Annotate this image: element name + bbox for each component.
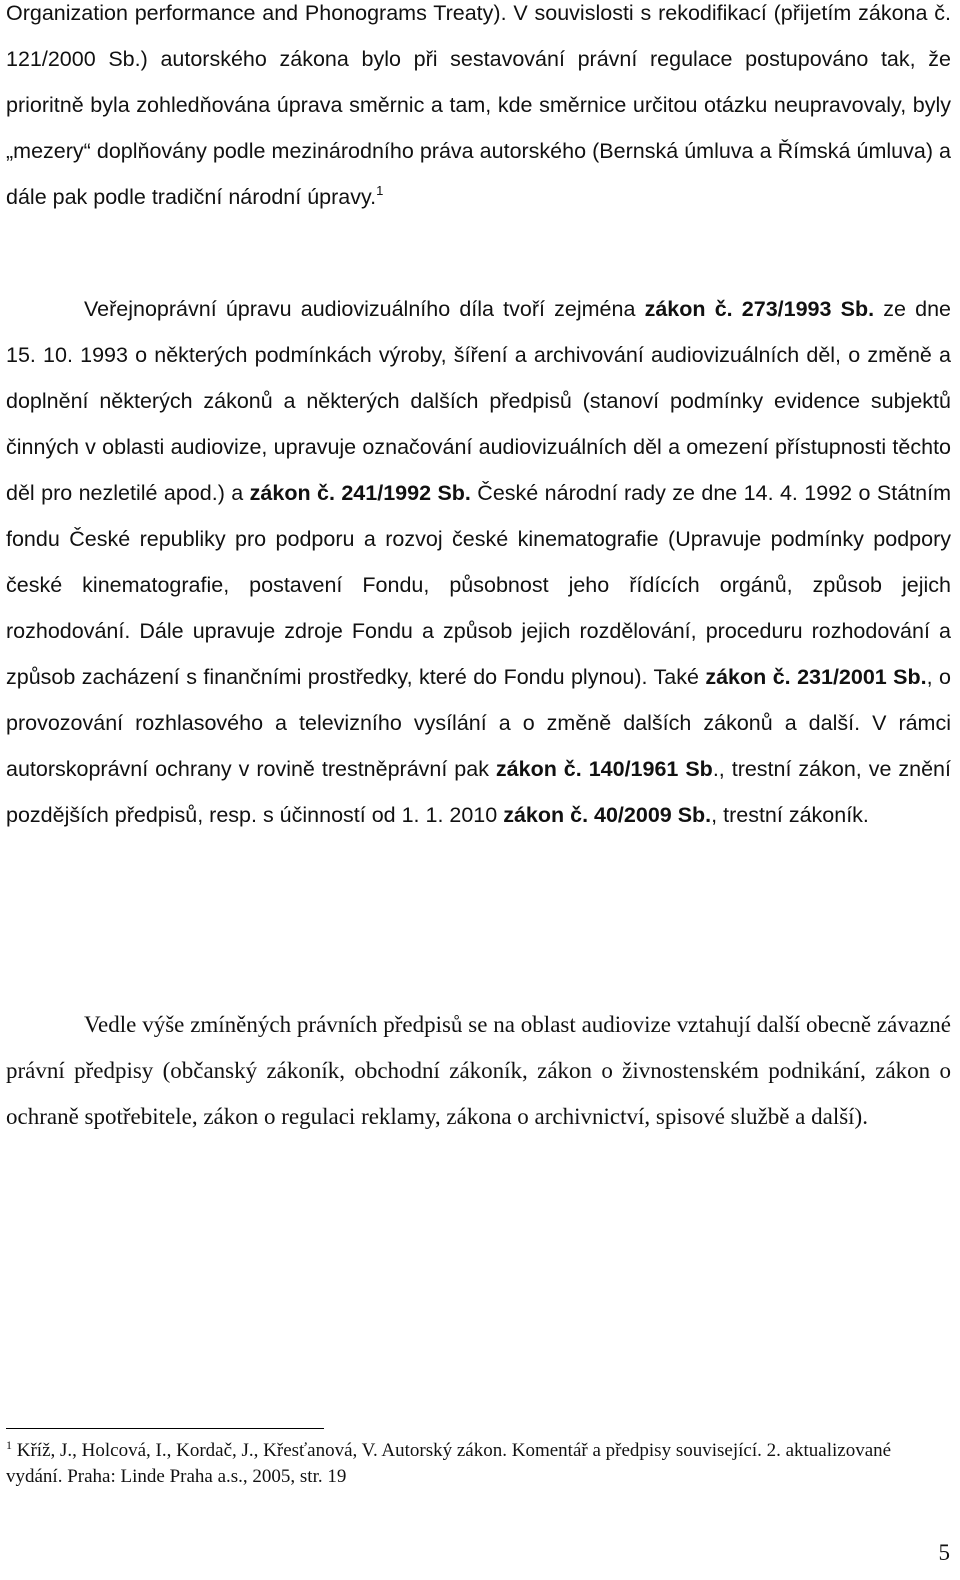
paragraph-eu-directives xyxy=(6,0,951,220)
law-reference-241-1992: zákon č. 241/1992 Sb. xyxy=(249,481,471,505)
footnote-reference: 1 xyxy=(376,183,384,198)
public-law-text-3: České národní rady ze dne 14. 4. 1992 o Státním fondu České republiky pro podporu a rozvoj české kinematografie (Upravuje podmínky podpory české kinematografie, postavení Fondu, působnost jeho řídících orgánů, způsob jejich rozhodování. Dále upravuje zdroje Fondu a způsob jejich rozdělování, proceduru rozhodování a způsob zacházení s finančními prostředky, které do Fondu plynou). Také xyxy=(6,481,952,689)
paragraph-public-law xyxy=(6,286,951,838)
footnote-text: Kříž, J., Holcová, I., Kordač, J., Křesťanová, V. Autorský zákon. Komentář a předpisy související. 2. aktualizované vydání. Praha: Linde Praha a.s., 2005, str. 19 xyxy=(6,1440,892,1487)
page-number: 5 xyxy=(938,1540,950,1565)
footnote xyxy=(6,1438,951,1490)
footnote-marker: 1 xyxy=(6,1438,12,1452)
public-law-text-5: ., trestní zákon, ve znění pozdějších předpisů, resp. s účinností od 1. 1. 2010 xyxy=(6,757,951,827)
footnote-separator xyxy=(6,1428,324,1429)
public-law-text-1: Veřejnoprávní úpravu audiovizuálního díla tvoří zejména xyxy=(84,297,645,321)
law-reference-273-1993: zákon č. 273/1993 Sb. xyxy=(644,297,875,321)
public-law-text-2: ze dne 15. 10. 1993 o některých podmínkách výroby, šíření a archivování audiovizuálních děl, o změně a doplnění některých zákonů a některých dalších předpisů (stanoví podmínky evidence subjektů činných v oblasti audiovize, upravuje označování audiovizuálních děl a omezení přístupnosti těchto děl pro nezletilé apod.) a xyxy=(6,297,952,505)
law-reference-40-2009: zákon č. 40/2009 Sb. xyxy=(503,803,712,827)
public-law-text-4: , o provozování rozhlasového a televizního vysílání a o změně dalších zákonů a další. V rámci autorskoprávní ochrany v rovině trestněprávní pak xyxy=(6,665,951,781)
law-reference-231-2001: zákon č. 231/2001 Sb. xyxy=(705,665,927,689)
public-law-text-6: , trestní zákoník. xyxy=(711,803,869,827)
paragraph-eu-directives-text: Organization performance and Phonograms Treaty). V souvislosti s rekodifikací (přijetím zákona č. 121/2000 Sb.) autorského zákona bylo při sestavování právní regulace postupováno tak, že prioritně byla zohledňována úprava směrnic a tam, kde směrnice určitou otázku neupravovaly, byly „mezery“ doplňovány podle mezinárodního práva autorského (Bernská úmluva a Římská úmluva) a dále pak podle tradiční národní úpravy. xyxy=(6,1,951,209)
paragraph-other-regulations: Vedle výše zmíněných právních předpisů se na oblast audiovize vztahují další obecně závazné právní předpisy (občanský zákoník, obchodní zákoník, zákon o živnostenském podnikání, zákon o ochraně spotřebitele, zákon o regulaci reklamy, zákona o archivnictví, spisové službě a další). xyxy=(6,1012,951,1129)
law-reference-140-1961: zákon č. 140/1961 Sb xyxy=(495,757,713,781)
